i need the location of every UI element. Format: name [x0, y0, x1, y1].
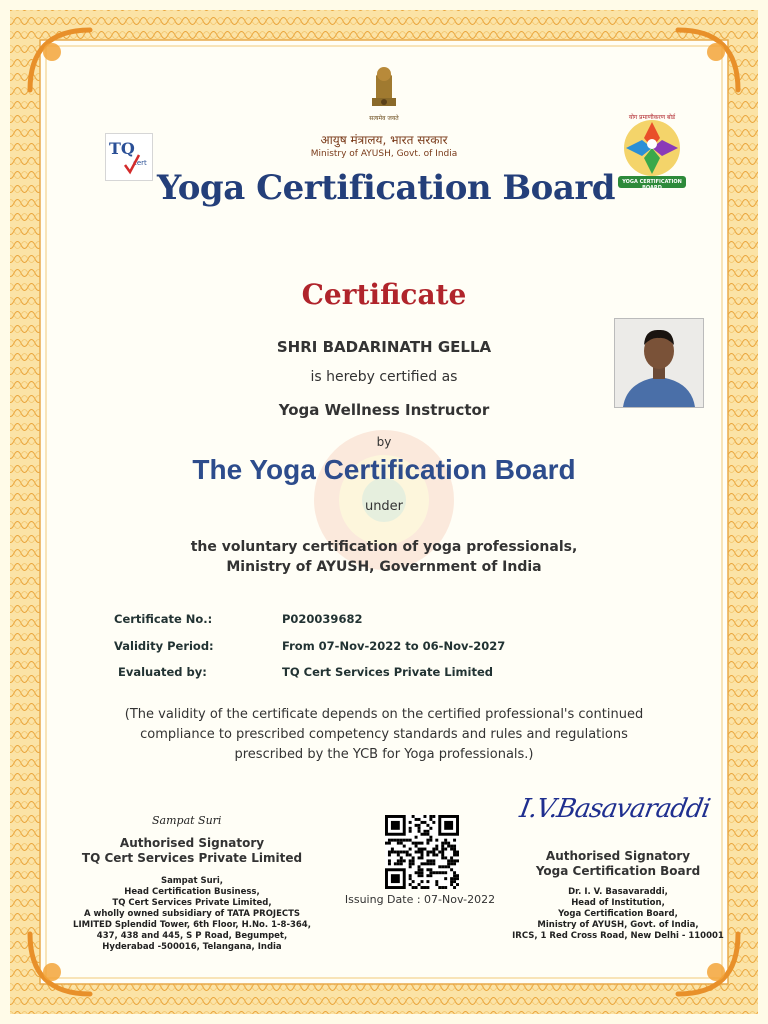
certified-role: Yoga Wellness Instructor	[278, 401, 490, 419]
right-detail-line: Yoga Certification Board,	[558, 909, 678, 919]
left-detail-line: Hyderabad -500016, Telangana, India	[102, 942, 282, 952]
left-signature: Sampat Suri	[152, 814, 222, 827]
issuing-date: Issuing Date : 07-Nov-2022	[344, 893, 496, 906]
scheme-line-1: the voluntary certification of yoga professionals,	[190, 539, 578, 555]
right-detail-line: Head of Institution,	[571, 898, 665, 908]
validity-label: Validity Period:	[114, 639, 214, 653]
certified-as-text: is hereby certified as	[310, 369, 458, 385]
ministry-english: Ministry of AYUSH, Govt. of India	[310, 149, 458, 159]
left-detail-line: TQ Cert Services Private Limited,	[112, 898, 272, 908]
right-detail-line: Dr. I. V. Basavaraddi,	[568, 887, 668, 897]
ministry-hindi: आयुष मंत्रालय, भारत सरकार	[320, 133, 448, 147]
disclaimer-line-1: (The validity of the certificate depends on the certified professional's continued	[124, 707, 644, 722]
left-detail-line: LIMITED Splendid Tower, 6th Floor, H.No. 1-8-364,	[73, 920, 311, 930]
left-signatory-details	[62, 876, 322, 953]
right-signatory-org: Yoga Certification Board	[535, 864, 701, 878]
right-signature: I.V.Basavaraddi	[517, 794, 712, 824]
by-text: by	[376, 435, 392, 449]
left-signatory-title: Authorised Signatory	[119, 836, 265, 850]
checkmark-icon	[123, 153, 141, 175]
tq-logo-text: TQ	[109, 139, 135, 158]
under-text: under	[364, 499, 404, 514]
qr-code[interactable]	[385, 815, 459, 889]
national-emblem-icon	[364, 58, 404, 128]
tq-logo-sub: cert	[133, 159, 147, 167]
certificate-title: Certificate	[301, 278, 467, 311]
disclaimer-line-2: compliance to prescribed competency standards and rules and regulations	[140, 727, 628, 742]
right-detail-line: Ministry of AYUSH, Govt. of India,	[537, 920, 699, 930]
ycb-logo-text: योग प्रमाणीकरण बोर्ड	[628, 114, 676, 121]
issuer-name: The Yoga Certification Board	[192, 454, 576, 485]
recipient-photo	[614, 318, 704, 408]
evaluated-by-label: Evaluated by:	[118, 665, 207, 679]
ycb-logo-banner: YOGA CERTIFICATION BOARD	[622, 179, 682, 191]
recipient-name: SHRI BADARINATH GELLA	[276, 338, 492, 356]
certificate-no-value: P020039682	[282, 612, 363, 626]
right-signatory-details	[500, 887, 736, 942]
emblem-motto: सत्यमेव जयते	[369, 115, 399, 122]
ycb-logo	[612, 108, 692, 198]
evaluated-by-value: TQ Cert Services Private Limited	[282, 665, 494, 679]
left-detail-line: 437, 438 and 445, S P Road, Begumpet,	[96, 931, 288, 941]
left-detail-line: A wholly owned subsidiary of TATA PROJECTS	[83, 909, 301, 919]
right-signatory-title: Authorised Signatory	[545, 849, 691, 863]
left-detail-line: Sampat Suri,	[160, 876, 224, 886]
tq-cert-logo	[105, 133, 155, 181]
right-detail-line: IRCS, 1 Red Cross Road, New Delhi - 110001	[512, 931, 724, 941]
left-detail-line: Head Certification Business,	[124, 887, 260, 897]
validity-value: From 07-Nov-2022 to 06-Nov-2027	[282, 639, 506, 653]
certificate-no-label: Certificate No.:	[114, 612, 213, 626]
board-title: Yoga Certification Board	[156, 168, 616, 208]
disclaimer-line-3: prescribed by the YCB for Yoga professionals.)	[234, 747, 534, 762]
person-photo-icon	[615, 319, 703, 407]
validity-disclaimer	[120, 705, 648, 765]
scheme-line-2: Ministry of AYUSH, Government of India	[226, 559, 542, 575]
left-signatory-org: TQ Cert Services Private Limited	[81, 851, 303, 865]
